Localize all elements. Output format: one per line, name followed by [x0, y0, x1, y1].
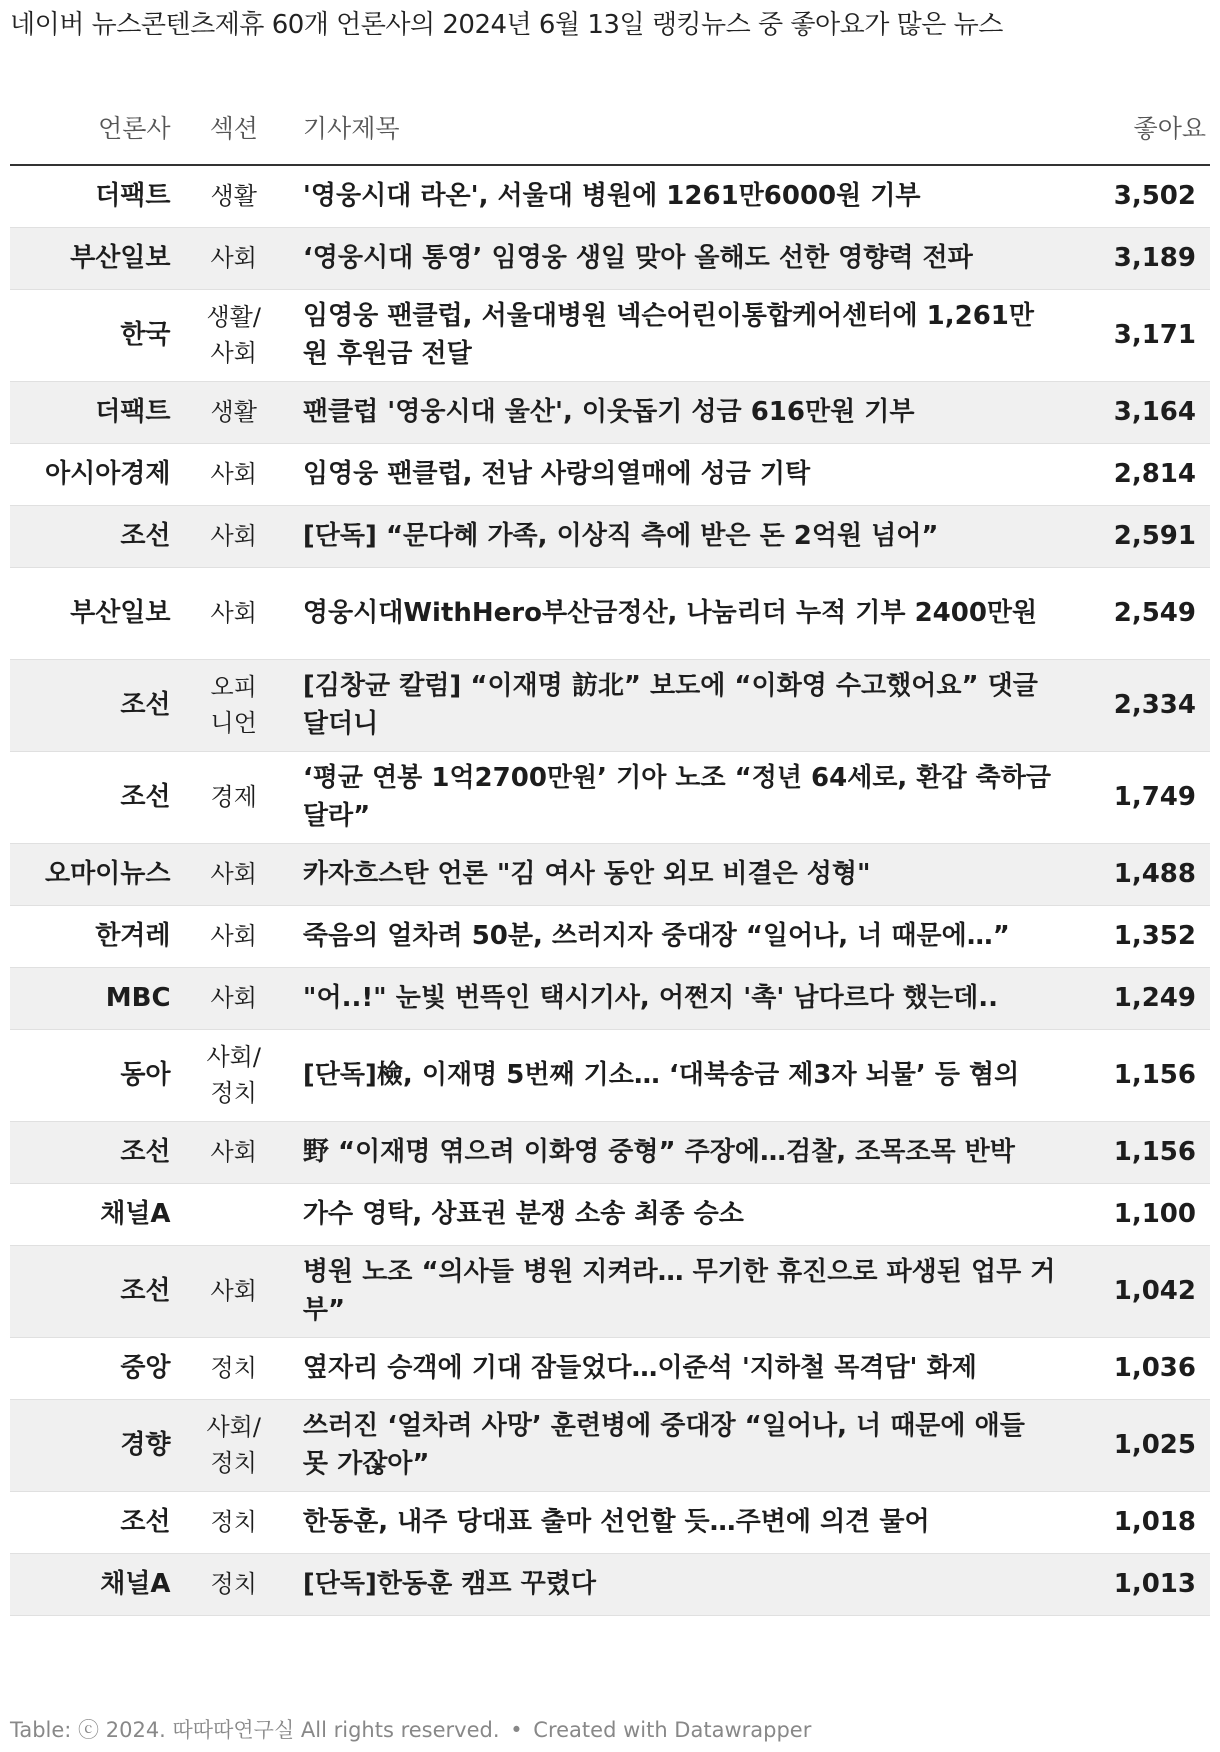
cell-press: 더팩트 — [10, 381, 179, 443]
cell-section: 오피 니언 — [179, 659, 289, 751]
cell-section: 생활 — [179, 381, 289, 443]
cell-section: 사회 — [179, 505, 289, 567]
table-row — [10, 1121, 1210, 1183]
cell-press: 채널A — [10, 1553, 179, 1615]
cell-section: 사회 — [179, 905, 289, 967]
cell-likes: 3,189 — [1076, 227, 1210, 289]
table-row — [10, 1491, 1210, 1553]
cell-press: MBC — [10, 967, 179, 1029]
cell-section: 사회 — [179, 967, 289, 1029]
table-row — [10, 1553, 1210, 1615]
cell-press: 중앙 — [10, 1337, 179, 1399]
cell-headline: [단독]한동훈 캠프 꾸렸다 — [289, 1553, 1076, 1615]
header-likes[interactable]: 좋아요 — [1076, 90, 1210, 165]
cell-section: 생활 — [179, 165, 289, 227]
table-row — [10, 751, 1210, 843]
table-row — [10, 165, 1210, 227]
table-row — [10, 659, 1210, 751]
cell-section: 사회 — [179, 1121, 289, 1183]
cell-likes: 2,334 — [1076, 659, 1210, 751]
cell-likes: 1,042 — [1076, 1245, 1210, 1337]
cell-headline: 옆자리 승객에 기대 잠들었다…이준석 '지하철 목격담' 화제 — [289, 1337, 1076, 1399]
cell-likes: 1,025 — [1076, 1399, 1210, 1491]
cell-section: 정치 — [179, 1337, 289, 1399]
table-row — [10, 289, 1210, 381]
cell-headline: [김창균 칼럼] “이재명 訪北” 보도에 “이화영 수고했어요” 댓글 달더니 — [289, 659, 1076, 751]
cell-press: 조선 — [10, 505, 179, 567]
cell-headline: 영웅시대WithHero부산금정산, 나눔리더 누적 기부 2400만원 — [289, 567, 1076, 659]
table-row — [10, 443, 1210, 505]
cell-section: 사회/ 정치 — [179, 1029, 289, 1121]
cell-press: 조선 — [10, 1121, 179, 1183]
cell-section: 생활/ 사회 — [179, 289, 289, 381]
cell-section: 사회 — [179, 443, 289, 505]
table-row — [10, 1399, 1210, 1491]
cell-likes: 1,156 — [1076, 1029, 1210, 1121]
cell-press: 오마이뉴스 — [10, 843, 179, 905]
table-header — [10, 90, 1210, 165]
cell-press: 채널A — [10, 1183, 179, 1245]
cell-section: 사회 — [179, 843, 289, 905]
cell-likes: 1,018 — [1076, 1491, 1210, 1553]
footer-tool-link[interactable]: Created with Datawrapper — [533, 1718, 812, 1742]
cell-section: 정치 — [179, 1491, 289, 1553]
cell-likes: 1,749 — [1076, 751, 1210, 843]
cell-section: 사회 — [179, 567, 289, 659]
cell-headline: "어..!" 눈빛 번뜩인 택시기사, 어쩐지 '촉' 남다르다 했는데.. — [289, 967, 1076, 1029]
cell-section — [179, 1183, 289, 1245]
cell-headline: 한동훈, 내주 당대표 출마 선언할 듯…주변에 의견 물어 — [289, 1491, 1076, 1553]
table-row — [10, 1245, 1210, 1337]
cell-headline: [단독]檢, 이재명 5번째 기소… ‘대북송금 제3자 뇌물’ 등 혐의 — [289, 1029, 1076, 1121]
cell-likes: 3,502 — [1076, 165, 1210, 227]
table-title: 네이버 뉴스콘텐츠제휴 60개 언론사의 2024년 6월 13일 랭킹뉴스 중 좋아요가 많은 뉴스 — [10, 10, 1003, 40]
cell-likes: 1,352 — [1076, 905, 1210, 967]
cell-likes: 1,156 — [1076, 1121, 1210, 1183]
table-body — [10, 165, 1210, 1615]
cell-headline: 카자흐스탄 언론 "김 여사 동안 외모 비결은 성형" — [289, 843, 1076, 905]
cell-press: 부산일보 — [10, 227, 179, 289]
cell-headline: 임영웅 팬클럽, 서울대병원 넥슨어린이통합케어센터에 1,261만 원 후원금 전달 — [289, 289, 1076, 381]
cell-section: 경제 — [179, 751, 289, 843]
cell-press: 조선 — [10, 1491, 179, 1553]
table-row — [10, 505, 1210, 567]
table-row — [10, 967, 1210, 1029]
header-press[interactable]: 언론사 — [10, 90, 179, 165]
cell-press: 경향 — [10, 1399, 179, 1491]
footer-separator: • — [510, 1718, 523, 1742]
table-row — [10, 905, 1210, 967]
cell-section: 사회 — [179, 1245, 289, 1337]
cell-likes: 2,591 — [1076, 505, 1210, 567]
cell-press: 부산일보 — [10, 567, 179, 659]
cell-press: 더팩트 — [10, 165, 179, 227]
cell-headline: ‘영웅시대 통영’ 임영웅 생일 맞아 올해도 선한 영향력 전파 — [289, 227, 1076, 289]
cell-likes: 3,171 — [1076, 289, 1210, 381]
cell-section: 사회 — [179, 227, 289, 289]
cell-headline: ‘평균 연봉 1억2700만원’ 기아 노조 “정년 64세로, 환갑 축하금 달라” — [289, 751, 1076, 843]
cell-headline: 쓰러진 ‘얼차려 사망’ 훈련병에 중대장 “일어나, 너 때문에 애들 못 가잖아” — [289, 1399, 1076, 1491]
table-row — [10, 1029, 1210, 1121]
cell-headline: 가수 영탁, 상표권 분쟁 소송 최종 승소 — [289, 1183, 1076, 1245]
footer — [10, 1714, 811, 1744]
cell-headline: 병원 노조 “의사들 병원 지켜라… 무기한 휴진으로 파생된 업무 거부” — [289, 1245, 1076, 1337]
cell-headline: 野 “이재명 엮으려 이화영 중형” 주장에…검찰, 조목조목 반박 — [289, 1121, 1076, 1183]
table-row — [10, 1337, 1210, 1399]
cell-section: 정치 — [179, 1553, 289, 1615]
footer-credit: Table: ⓒ 2024. 따따따연구실 All rights reserved. — [10, 1718, 500, 1742]
header-section[interactable]: 섹션 — [179, 90, 289, 165]
cell-press: 아시아경제 — [10, 443, 179, 505]
table-container — [10, 0, 1210, 1616]
cell-headline: 임영웅 팬클럽, 전남 사랑의열매에 성금 기탁 — [289, 443, 1076, 505]
cell-likes: 3,164 — [1076, 381, 1210, 443]
cell-likes: 1,013 — [1076, 1553, 1210, 1615]
table-row — [10, 1183, 1210, 1245]
cell-likes: 1,100 — [1076, 1183, 1210, 1245]
cell-headline: '영웅시대 라온', 서울대 병원에 1261만6000원 기부 — [289, 165, 1076, 227]
cell-press: 조선 — [10, 1245, 179, 1337]
cell-press: 한국 — [10, 289, 179, 381]
header-row — [10, 90, 1210, 165]
cell-likes: 1,249 — [1076, 967, 1210, 1029]
ranking-table — [10, 90, 1210, 1616]
cell-section: 사회/ 정치 — [179, 1399, 289, 1491]
cell-likes: 1,036 — [1076, 1337, 1210, 1399]
cell-headline: 팬클럽 '영웅시대 울산', 이웃돕기 성금 616만원 기부 — [289, 381, 1076, 443]
cell-headline: [단독] “문다혜 가족, 이상직 측에 받은 돈 2억원 넘어” — [289, 505, 1076, 567]
cell-press: 조선 — [10, 659, 179, 751]
cell-press: 동아 — [10, 1029, 179, 1121]
table-row — [10, 381, 1210, 443]
cell-likes: 2,814 — [1076, 443, 1210, 505]
cell-headline: 죽음의 얼차려 50분, 쓰러지자 중대장 “일어나, 너 때문에…” — [289, 905, 1076, 967]
table-row — [10, 227, 1210, 289]
cell-press: 조선 — [10, 751, 179, 843]
table-row — [10, 843, 1210, 905]
header-headline[interactable]: 기사제목 — [289, 90, 1076, 165]
cell-likes: 1,488 — [1076, 843, 1210, 905]
table-row — [10, 567, 1210, 659]
cell-press: 한겨레 — [10, 905, 179, 967]
cell-likes: 2,549 — [1076, 567, 1210, 659]
